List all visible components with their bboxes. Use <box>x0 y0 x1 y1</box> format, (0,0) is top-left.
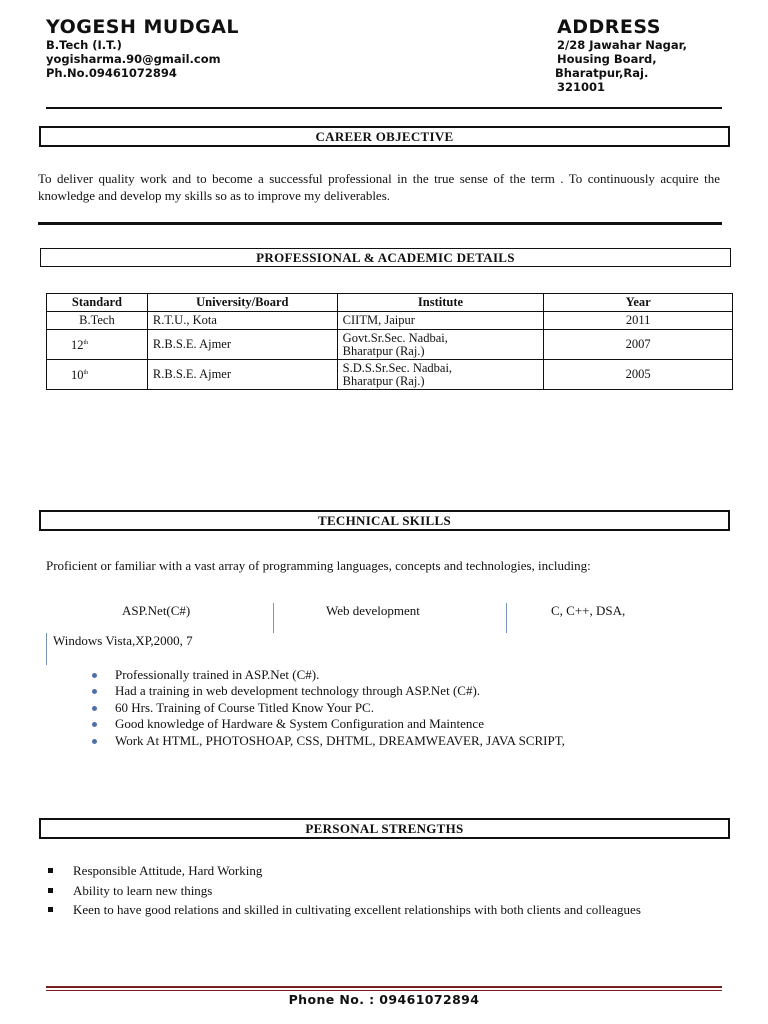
list-item: Responsible Attitude, Hard Working <box>46 861 641 881</box>
table-row <box>47 330 733 360</box>
list-item: Professionally trained in ASP.Net (C#). <box>92 667 565 683</box>
column-header: University/Board <box>147 294 337 312</box>
skill-item: C, C++, DSA, <box>551 603 626 618</box>
year-cell: 2007 <box>544 330 733 360</box>
address-title: ADDRESS <box>557 16 661 38</box>
technical-skills-heading: TECHNICAL SKILLS <box>39 510 730 531</box>
list-item: 60 Hrs. Training of Course Titled Know Your PC. <box>92 700 565 716</box>
list-item: Ability to learn new things <box>46 881 641 901</box>
table-row <box>47 360 733 390</box>
year-cell: 2011 <box>544 312 733 330</box>
standard-cell: 12th <box>47 330 148 360</box>
career-objective-text: To deliver quality work and to become a successful professional in the true sense of the term . To continuously acquire the knowledge and develop my skills so as to improve my deliverables. <box>38 171 720 203</box>
personal-strengths-heading: PERSONAL STRENGTHS <box>39 818 730 839</box>
footer-divider <box>46 986 722 988</box>
table-header-row <box>47 294 733 312</box>
column-header: Year <box>544 294 733 312</box>
technical-intro: Proficient or familiar with a vast array of programming languages, concepts and technologies, including: <box>46 558 591 573</box>
academic-table <box>46 293 733 390</box>
list-item: Had a training in web development technology through ASP.Net (C#). <box>92 683 565 699</box>
skill-item: Windows Vista,XP,2000, 7 <box>53 633 193 648</box>
skill-item: ASP.Net(C#) <box>122 603 191 618</box>
degree: B.Tech (I.T.) <box>46 38 122 52</box>
email: yogisharma.90@gmail.com <box>46 52 221 66</box>
footer-phone: Phone No. : 09461072894 <box>288 992 480 1007</box>
table-row <box>47 312 733 330</box>
phone: Ph.No.09461072894 <box>46 66 177 80</box>
address-line-3: Bharatpur,Raj. <box>555 66 649 80</box>
column-divider <box>506 603 507 633</box>
address-line-1: 2/28 Jawahar Nagar, <box>557 38 687 52</box>
board-cell: R.B.S.E. Ajmer <box>147 330 337 360</box>
address-line-2: Housing Board, <box>557 52 657 66</box>
standard-cell: B.Tech <box>47 312 148 330</box>
list-item: Good knowledge of Hardware & System Configuration and Maintence <box>92 716 565 732</box>
academic-heading: PROFESSIONAL & ACADEMIC DETAILS <box>40 248 731 267</box>
institute-cell: Govt.Sr.Sec. Nadbai, Bharatpur (Raj.) <box>337 330 544 360</box>
board-cell: R.B.S.E. Ajmer <box>147 360 337 390</box>
column-header: Institute <box>337 294 544 312</box>
year-cell: 2005 <box>544 360 733 390</box>
footer-divider <box>46 990 722 991</box>
candidate-name: YOGESH MUDGAL <box>46 16 240 38</box>
address-line-4: 321001 <box>557 80 606 94</box>
list-item: Work At HTML, PHOTOSHOAP, CSS, DHTML, DREAMWEAVER, JAVA SCRIPT, <box>92 733 565 749</box>
list-item: Keen to have good relations and skilled in cultivating excellent relationships with both clients and colleagues <box>46 900 641 920</box>
header-divider <box>46 107 722 109</box>
board-cell: R.T.U., Kota <box>147 312 337 330</box>
column-divider <box>46 633 47 665</box>
section-divider <box>38 222 722 225</box>
skill-item: Web development <box>326 603 420 618</box>
institute-cell: CIITM, Jaipur <box>337 312 544 330</box>
standard-cell: 10th <box>47 360 148 390</box>
institute-cell: S.D.S.Sr.Sec. Nadbai, Bharatpur (Raj.) <box>337 360 544 390</box>
career-objective-heading: CAREER OBJECTIVE <box>39 126 730 147</box>
column-divider <box>273 603 274 633</box>
strengths-list <box>46 861 641 920</box>
column-header: Standard <box>47 294 148 312</box>
technical-bullet-list <box>92 667 565 749</box>
